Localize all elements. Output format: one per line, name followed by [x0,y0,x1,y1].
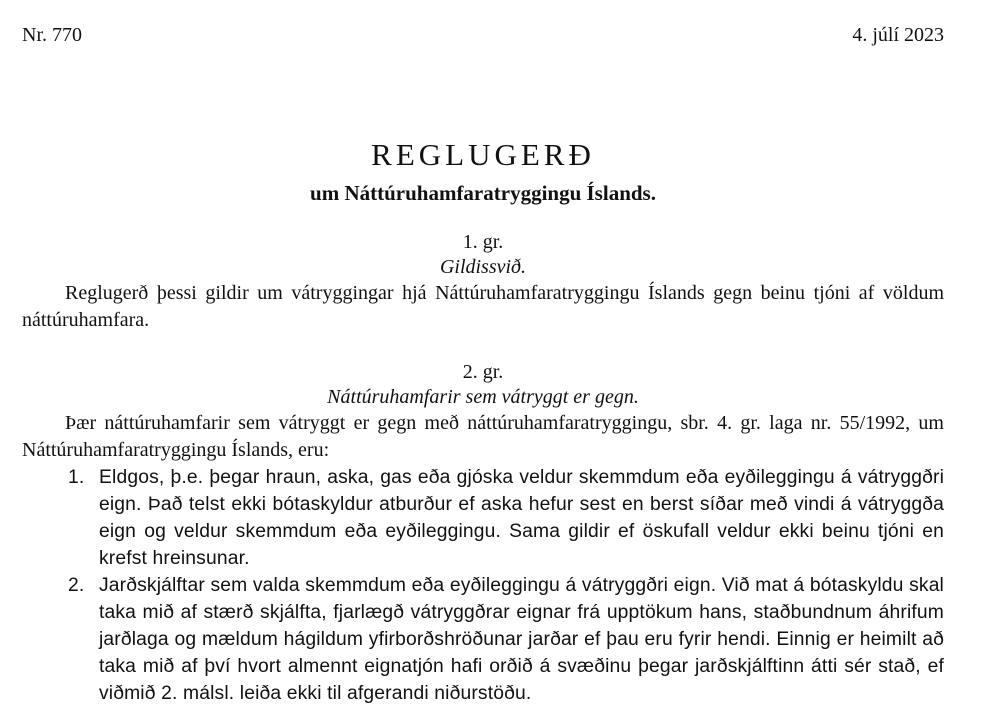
article-title: Náttúruhamfarir sem vátryggt er gegn. [327,386,639,408]
article-paragraph: Þær náttúruhamfarir sem vátryggt er gegn með náttúruhamfaratryggingu, sbr. 4. gr. laga nr. 55/1992, um Náttúruhamfaratryggingu Íslands, eru: [22,412,944,461]
page-header [22,24,944,50]
article-title: Gildissvið. [439,256,527,278]
list-item [22,572,944,707]
list-item-number: 1. [68,467,85,488]
article-paragraph: Reglugerð þessi gildir um vátryggingar hjá Náttúruhamfaratryggingu Íslands gegn beinu tjóni af völdum náttúruhamfara. [22,282,944,331]
article-number: 2. gr. [462,361,504,383]
list-item-number: 2. [68,575,85,596]
document-subtitle: um Náttúruhamfaratryggingu Íslands. [310,181,656,205]
regulation-number: Nr. 770 [22,24,82,46]
numbered-list [22,464,944,707]
list-item-text: Eldgos, þ.e. þegar hraun, aska, gas eða gjóska veldur skemmdum eða eyðileggingu á vátryggðri eign. Það telst ekki bótaskyldur atburður ef aska hefur sest en berst síðar með vindi á vátryggða eign og veldur skemmdum eða eyðileggingu. Sama gildir ef öskufall veldur ekki beinu tjóni en krefst hreinsunar. [99,467,944,569]
article-spacer [22,334,944,360]
article-2 [22,360,944,707]
article-1 [22,230,944,334]
list-item-text: Jarðskjálftar sem valda skemmdum eða eyðileggingu á vátryggðri eign. Við mat á bótaskyldu skal taka mið af stærð skjálfta, fjarlægð vátryggðrar eignar frá upptökum hans, staðbundnum áhrifum jarðlaga og mældum hágildum yfirborðshröðunar jarðar ef þau eru fyrir hendi. Einnig er heimilt að taka mið af því hvort almennt eignatjón hafi orðið á svæðinu þegar jarðskjálftinn átti sér stað, ef viðmið 2. málsl. leiða ekki til afgerandi niðurstöðu. [99,575,944,704]
publication-date: 4. júlí 2023 [852,24,944,46]
document-title: REGLUGERÐ [371,137,595,172]
list-item [22,464,944,572]
article-number: 1. gr. [462,231,504,253]
